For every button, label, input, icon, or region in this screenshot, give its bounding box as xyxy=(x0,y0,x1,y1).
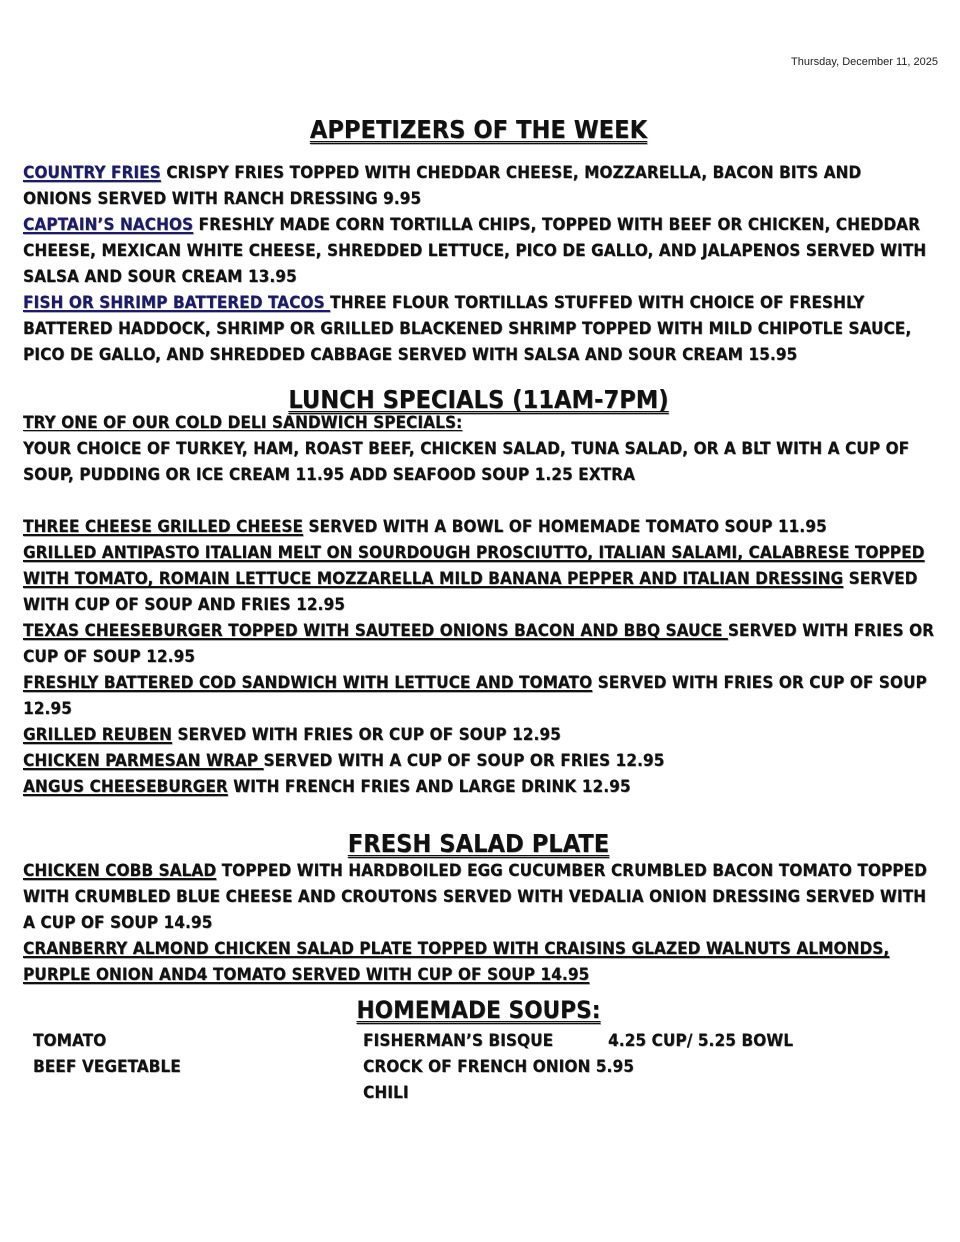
lunch-item-description: WITH FRENCH FRIES AND LARGE DRINK 12.95 xyxy=(227,777,631,797)
salad-item-description: TOPPED WITH HARDBOILED EGG CUCUMBER CRUMBLED BACON TOMATO TOPPED WITH CRUMBLED BLUE CHEESE AND CROUTONS SERVED WITH VEDALIA ONION DRESSING SERVED WITH A CUP OF SOUP 14.95 xyxy=(23,861,927,933)
lunch-item xyxy=(23,540,934,618)
lunch-item xyxy=(23,618,934,670)
appetizer-item xyxy=(23,160,934,212)
appetizer-item xyxy=(23,290,934,368)
lunch-item-name: CHICKEN PARMESAN WRAP xyxy=(23,751,264,771)
lunch-item xyxy=(23,722,934,748)
salad-item-name: CRANBERRY ALMOND CHICKEN SALAD PLATE TOPPED WITH CRAISINS GLAZED WALNUTS ALMONDS, PURPLE ONION AND4 TOMATO SERVED WITH CUP OF SOUP 14.95 xyxy=(23,939,890,985)
lunch-item-description: SERVED WITH FRIES OR CUP OF SOUP 12.95 xyxy=(171,725,561,745)
lunch-item xyxy=(23,670,934,722)
appetizer-name: COUNTRY FRIES xyxy=(23,163,161,183)
lunch-item xyxy=(23,514,934,540)
lunch-item xyxy=(23,774,934,800)
soup-item: BEEF VEGETABLE xyxy=(33,1057,181,1077)
salad-item xyxy=(23,936,934,988)
menu-document xyxy=(23,110,934,1102)
menu-date: Thursday, December 11, 2025 xyxy=(791,56,938,68)
lunch-item-name: GRILLED REUBEN xyxy=(23,725,172,745)
lunch-item-description: SERVED WITH A BOWL OF HOMEMADE TOMATO SOUP 11.95 xyxy=(303,517,827,537)
soup-item: CROCK OF FRENCH ONION 5.95 xyxy=(363,1057,634,1077)
lunch-item-description: SERVED WITH FRIES OR CUP OF SOUP 12.95 xyxy=(23,621,934,667)
soup-price: 4.25 CUP/ 5.25 BOWL xyxy=(608,1031,794,1051)
salad-title: FRESH SALAD PLATE xyxy=(347,829,610,858)
lunch-item-description: SERVED WITH FRIES OR CUP OF SOUP 12.95 xyxy=(23,673,927,719)
lunch-item xyxy=(23,748,934,774)
lunch-item-description: WITH TOMATO, ROMAIN LETTUCE MOZZARELLA MILD BANANA PEPPER AND ITALIAN DRESSING xyxy=(23,569,844,589)
appetizer-description: CRISPY FRIES TOPPED WITH CHEDDAR CHEESE, MOZZARELLA, BACON BITS AND ONIONS SERVED WITH RANCH DRESSING 9.95 xyxy=(23,163,862,209)
soups-title: HOMEMADE SOUPS: xyxy=(356,996,601,1024)
salad-item-name: CHICKEN COBB SALAD xyxy=(23,861,217,881)
soup-item: TOMATO xyxy=(33,1031,107,1051)
deli-heading-text: TRY ONE OF OUR COLD DELI SANDWICH SPECIALS: xyxy=(23,413,463,433)
lunch-item-description: SERVED WITH A CUP OF SOUP OR FRIES 12.95 xyxy=(263,751,665,771)
appetizer-description: FRESHLY MADE CORN TORTILLA CHIPS, TOPPED WITH BEEF OR CHICKEN, CHEDDAR CHEESE, MEXICAN WHITE CHEESE, SHREDDED LETTUCE, PICO DE GALLO, AND JALAPENOS SERVED WITH SALSA AND SOUR CREAM 13.95 xyxy=(23,215,927,287)
soup-item: FISHERMAN’S BISQUE xyxy=(363,1031,554,1051)
appetizer-description: THREE FLOUR TORTILLAS STUFFED WITH CHOICE OF FRESHLY BATTERED HADDOCK, SHRIMP OR GRILLED BLACKENED SHRIMP TOPPED WITH MILD CHIPOTLE SAUCE, PICO DE GALLO, AND SHREDDED CABBAGE SERVED WITH SALSA AND SOUR CREAM 15.95 xyxy=(23,293,912,365)
lunch-specials-title: LUNCH SPECIALS (11AM-7PM) xyxy=(288,385,669,414)
lunch-item-description: SERVED WITH CUP OF SOUP AND FRIES 12.95 xyxy=(23,569,918,615)
lunch-item-name: ANGUS CHEESEBURGER xyxy=(23,777,228,797)
spacer xyxy=(23,488,934,514)
appetizers-title: APPETIZERS OF THE WEEK xyxy=(309,115,648,144)
soups-list xyxy=(23,1022,934,1102)
appetizer-item xyxy=(23,212,934,290)
lunch-item-name: THREE CHEESE GRILLED CHEESE xyxy=(23,517,304,537)
soup-item: CHILI xyxy=(363,1083,409,1103)
appetizer-name: CAPTAIN’S NACHOS xyxy=(23,215,194,235)
appetizer-name: FISH OR SHRIMP BATTERED TACOS xyxy=(23,293,331,313)
salad-item xyxy=(23,858,934,936)
lunch-item-name: GRILLED ANTIPASTO ITALIAN MELT ON SOURDOUGH PROSCIUTTO, ITALIAN SALAMI, CALABRESE TOPPED xyxy=(23,543,925,563)
lunch-item-name: TEXAS CHEESEBURGER TOPPED WITH SAUTEED ONIONS BACON AND BBQ SAUCE xyxy=(23,621,728,641)
deli-description: YOUR CHOICE OF TURKEY, HAM, ROAST BEEF, CHICKEN SALAD, TUNA SALAD, OR A BLT WITH A CUP OF SOUP, PUDDING OR ICE CREAM 11.95 ADD SEAFOOD SOUP 1.25 EXTRA xyxy=(23,439,910,485)
lunch-item-name: FRESHLY BATTERED COD SANDWICH WITH LETTUCE AND TOMATO xyxy=(23,673,593,693)
